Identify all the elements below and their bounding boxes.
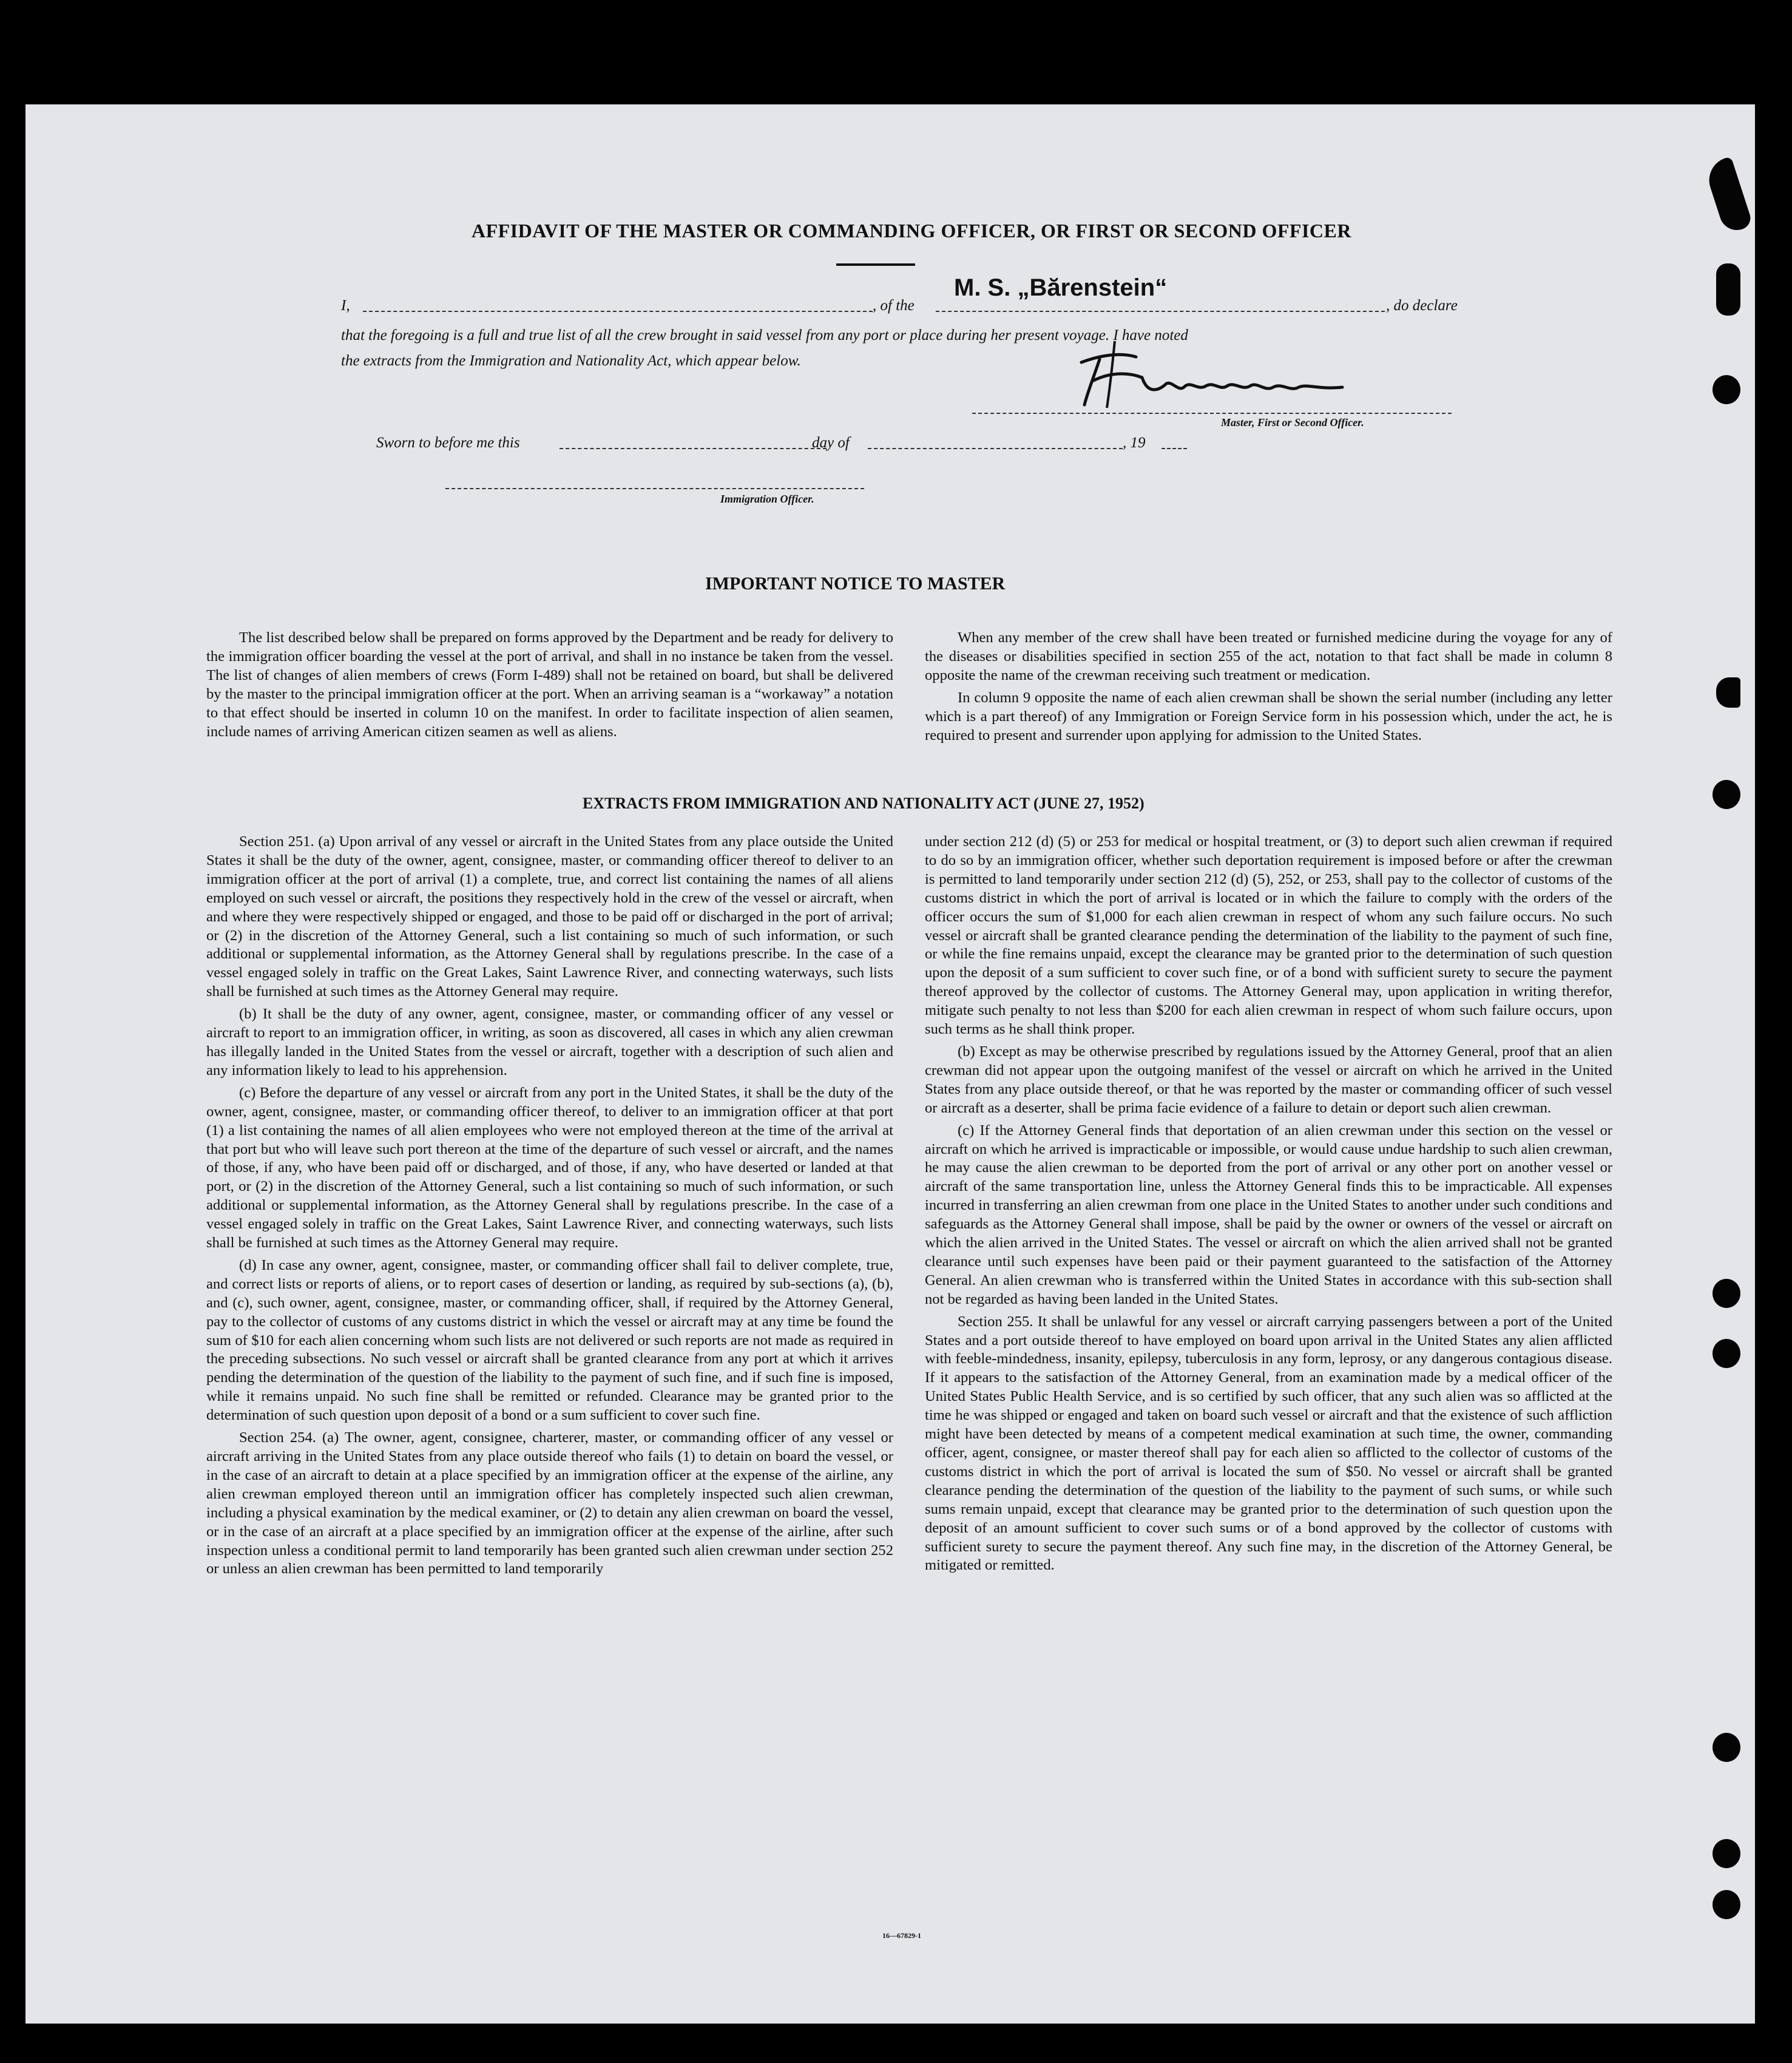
immigration-officer-line: [445, 488, 864, 489]
sworn-label: Sworn to before me this: [376, 435, 520, 451]
notice-left-paragraph: The list described below shall be prepared on forms approved by the Department and be ready for delivery to the immigration officer boarding the vessel at the port of arrival, and shall in no instance be taken from the vessel. The list of changes of alien members of crews (Form I-489) shall not be retained on board, but shall be delivered by the master to the principal immigration officer at the port. When an arriving seaman is a “workaway” a notation to that effect should be inserted in column 10 on the manifest. In order to facilitate inspection of alien seamen, include names of arriving American citizen seamen as well as aliens.: [206, 629, 893, 740]
punch-hole: [1713, 1339, 1740, 1368]
declaration-line-2: the extracts from the Immigration and Nationality Act, which appear below.: [341, 353, 801, 369]
extracts-title: EXTRACTS FROM IMMIGRATION AND NATIONALITY ACT (JUNE 27, 1952): [583, 794, 1145, 812]
vessel-name-field[interactable]: [936, 311, 1385, 312]
sworn-month-field[interactable]: [868, 448, 1123, 449]
form-number: 16—67829-1: [882, 1931, 921, 1940]
notice-left-column: [206, 629, 893, 745]
section-254-a-continued: under section 212 (d) (5) or 253 for medical or hospital treatment, or (3) to deport such alien crewman if required to do so by an immigration officer, whether such deportation requirement is imposed before or after the crewman is permitted to land temporarily under section 212 (d) (5), 252, or 253, shall pay to the collector of customs of the customs district in which the port of arrival is located or in which the failure to comply with the orders of the officer occurs the sum of $1,000 for each alien crewman in respect of whom any such failure occurs. No such vessel or aircraft shall be granted clearance pending the determination of the liability to the payment of such fine, or while the fine remains unpaid, except the clearance may be granted prior to the determination of such question upon the deposit of a sum sufficient to cover such fine, or of a bond with sufficient surety to secure the payment thereof approved by the collector of customs. The Attorney General may, upon application in writing therefor, mitigate such penalty to not less than $200 for each alien crewman in respect of whom such failure occurs, upon such terms as he shall think proper.: [925, 833, 1612, 1038]
punch-hole: [1713, 1279, 1740, 1308]
binder-notch: [1716, 677, 1740, 708]
master-signature-caption: Master, First or Second Officer.: [1221, 416, 1364, 429]
notice-right-paragraph-2: In column 9 opposite the name of each alien crewman shall be shown the serial number (including any letter which is a part thereof) of any Immigration or Foreign Service form in his possession which, under the act, he is required to present and surrender upon applying for admission to the United States.: [925, 689, 1612, 744]
notice-right-column: [925, 629, 1612, 748]
sworn-day-field[interactable]: [560, 448, 827, 449]
section-251-c: (c) Before the departure of any vessel or aircraft from any port in the United States, it shall be the duty of the owner, agent, consignee, master, or commanding officer thereof, to deliver to an immigration officer at that port (1) a list containing the names of all alien employees who were not employed thereon at the time of the arrival at that port but who will leave such port thereon at the time of the departure of such vessel or aircraft, and the names of those, if any, who have been paid off or discharged, and of those, if any, who have deserted or landed at that port, or (2) in the discretion of the Attorney General, such a list containing so much of such information, or such additional or supplemental information, as the Attorney General shall by regulations prescribe. In the case of a vessel engaged solely in traffic on the Great Lakes, Saint Lawrence River, and connecting waterways, such lists shall be furnished at such times as the Attorney General may require.: [206, 1084, 893, 1252]
section-254-a: Section 254. (a) The owner, agent, consignee, charterer, master, or commanding officer of any vessel or aircraft arriving in the United States from any place outside thereof who fails (1) to detain on board the vessel, or in the case of an aircraft to detain at a place specified by an immigration officer at the expense of the airline, any alien crewman employed thereon until an immigration officer has completely inspected such alien crewman, including a physical examination by the medical examiner, or (2) to detain any alien crewman on board the vessel, or in the case of an aircraft at a place specified by an immigration officer at the expense of the airline, after such inspection unless a conditional permit to land temporarily has been granted such alien crewman under section 252 or unless an alien crewman has been permitted to land temporarily: [206, 1429, 893, 1577]
sworn-year-field[interactable]: [1161, 448, 1187, 449]
extracts-right-column: [925, 833, 1612, 1579]
document-page: [25, 104, 1755, 2024]
vessel-name: M. S. „Bărenstein“: [954, 274, 1168, 301]
of-the-label: , of the: [873, 297, 915, 314]
affidavit-title: AFFIDAVIT OF THE MASTER OR COMMANDING OFFICER, OR FIRST OR SECOND OFFICER: [472, 220, 1351, 242]
immigration-officer-caption: Immigration Officer.: [720, 493, 814, 505]
title-rule: [836, 263, 915, 266]
do-declare-label: , do declare: [1386, 297, 1458, 314]
notice-title: IMPORTANT NOTICE TO MASTER: [705, 574, 1006, 594]
master-signature: [1057, 335, 1348, 414]
punch-hole: [1713, 1890, 1740, 1919]
punch-hole: [1713, 375, 1740, 404]
binder-notch: [1716, 263, 1740, 316]
section-251-d: (d) In case any owner, agent, consignee, master, or commanding officer shall fail to deliver complete, true, and correct lists or reports of aliens, or to report cases of desertion or landing, as required by sub-sections (a), (b), and (c), such owner, agent, consignee, master, or commanding officer, shall, if required by the Attorney General, pay to the collector of customs of any customs district in which the vessel or aircraft may at any time be found the sum of $10 for each alien concerning whom such lists are not delivered or such reports are not made as required in the preceding subsections. No such vessel or aircraft shall be granted clearance from any port at which it arrives pending the determination of the question of the liability to the payment of such fine, and if such fine is imposed, while it remains unpaid. No such fine shall be remitted or refunded. Clearance may be granted prior to the determination of such question upon deposit of a bond or a sum sufficient to cover such fine.: [206, 1256, 893, 1424]
section-255: Section 255. It shall be unlawful for any vessel or aircraft carrying passengers between a port of the United States and a port outside thereof to have employed on board upon arrival in the United States any alien afflicted with feeble-mindedness, insanity, epilepsy, tuberculosis in any form, leprosy, or any dangerous contagious disease. If it appears to the satisfaction of the Attorney General, from an examination made by a medical officer of the United States Public Health Service, and is so certified by such officer, that any such alien was so afflicted at the time he was shipped or engaged and taken on board such vessel or aircraft and that the existence of such affliction might have been detected by means of a competent medical examination at such time, the owner, commanding officer, agent, consignee, or master thereof shall pay for each alien so afflicted to the collector of customs of the customs district in which the port of arrival is located the sum of $50. No vessel or aircraft shall be granted clearance pending the determination of the question of the liability to the payment of such sums, or while such sums remain unpaid, except that clearance may be granted prior to the determination of such question upon the deposit of an amount sufficient to cover such sums or of a bond approved by the collector of customs with sufficient surety to secure the payment thereof. Any such fine may, in the discretion of the Attorney General, be mitigated or remitted.: [925, 1313, 1612, 1574]
declaration-line-1: that the foregoing is a full and true list of all the crew brought in said vessel from any port or place during her present voyage. I have noted: [341, 327, 1188, 344]
section-251-a: Section 251. (a) Upon arrival of any vessel or aircraft in the United States from any place outside the United States it shall be the duty of the owner, agent, consignee, master, or commanding officer thereof to deliver to an immigration officer at the port of arrival (1) a complete, true, and correct list containing the names of all aliens employed on such vessel or aircraft, the positions they respectively hold in the crew of the vessel or aircraft, when and where they were respectively shipped or engaged, and those to be paid off or discharged in the port of arrival; or (2) in the discretion of the Attorney General, such a list containing so much of such information, or such additional or supplemental information, as the Attorney General shall by regulations prescribe. In the case of a vessel engaged solely in traffic on the Great Lakes, Saint Lawrence River, and connecting waterways, such lists shall be furnished at such times as the Attorney General may require.: [206, 833, 893, 1000]
section-251-b: (b) It shall be the duty of any owner, agent, consignee, master, or commanding officer of any vessel or aircraft to report to an immigration officer, in writing, as soon as discovered, all cases in which any alien crewman has illegally landed in the United States from the vessel or aircraft, together with a description of such alien and any information likely to lead to his apprehension.: [206, 1006, 893, 1079]
declarant-name-field[interactable]: [363, 311, 873, 312]
notice-right-paragraph-1: When any member of the crew shall have been treated or furnished medicine during the voyage for any of the diseases or disabilities specified in section 255 of the act, notation to that fact shall be made in column 8 opposite the name of the crewman receiving such treatment or medication.: [925, 629, 1612, 683]
binder-notch: [1703, 157, 1754, 235]
extracts-left-column: [206, 833, 893, 1582]
section-254-c: (c) If the Attorney General finds that deportation of an alien crewman under this section on the vessel or aircraft on which he arrived is impracticable or impossible, or would cause undue hardship to such alien crewman, he may cause the alien crewman to be deported from the port of arrival or any other port on another vessel or aircraft of the same transportation line, unless the Attorney General finds this to be impracticable. All expenses incurred in transferring an alien crewman from one place in the United States to another under such conditions and safeguards as the Attorney General shall impose, shall be paid by the owner or owners of the vessel or aircraft on which the alien arrived in the United States. The vessel or aircraft on which the alien arrived shall not be granted clearance until such expenses have been paid or their payment guaranteed to the satisfaction of the Attorney General. An alien crewman who is transferred within the United States in accordance with this sub-section shall not be regarded as having been landed in the United States.: [925, 1122, 1612, 1307]
year-label: , 19: [1123, 435, 1146, 451]
day-of-label: day of: [812, 435, 850, 451]
punch-hole: [1713, 780, 1740, 809]
punch-hole: [1713, 1733, 1740, 1762]
master-signature-line: [972, 413, 1452, 414]
punch-hole: [1713, 1839, 1740, 1868]
section-254-b: (b) Except as may be otherwise prescribed by regulations issued by the Attorney General, proof that an alien crewman did not appear upon the outgoing manifest of the vessel or aircraft on which he arrived in the United States from any place outside thereof, or that he was reported by the master or commanding officer of such vessel or aircraft as a deserter, shall be prima facie evidence of a failure to detain or deport such alien crewman.: [925, 1043, 1612, 1116]
i-label: I,: [341, 297, 350, 314]
